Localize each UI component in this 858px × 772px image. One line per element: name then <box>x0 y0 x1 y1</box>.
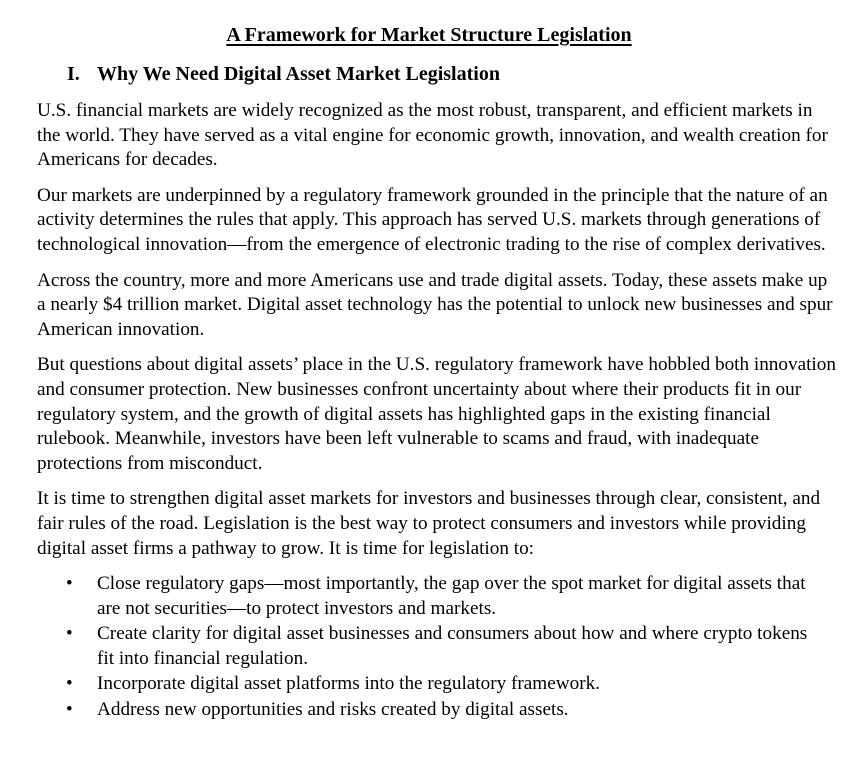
section-heading <box>67 61 500 87</box>
bullet-icon: • <box>66 573 73 595</box>
section-heading-text: Why We Need Digital Asset Market Legislation <box>97 63 500 85</box>
bullet-item <box>37 698 812 723</box>
paragraph: But questions about digital assets’ place in the U.S. regulatory framework have hobbled both innovation and consumer protection. New businesses confront uncertainty about where their products fit in our regulatory system, and the growth of digital assets has highlighted gaps in the existing financial rulebook. Meanwhile, investors have been left vulnerable to scams and fraud, with inadequate protections from misconduct. <box>37 354 836 474</box>
document-body <box>37 99 837 724</box>
bullet-icon: • <box>66 699 73 721</box>
section-number: I. <box>67 63 80 85</box>
paragraph: U.S. financial markets are widely recognized as the most robust, transparent, and efficient markets in the world. They have served as a vital engine for economic growth, innovation, and wealth creation for Americans for decades. <box>37 100 828 171</box>
paragraph: Across the country, more and more Americans use and trade digital assets. Today, these assets make up a nearly $4 trillion market. Digital asset technology has the potential to unlock new businesses and spur American innovation. <box>37 269 833 340</box>
bullet-text: Create clarity for digital asset businesses and consumers about how and where crypto tokens fit into financial regulation. <box>97 623 808 669</box>
document-title: A Framework for Market Structure Legislation <box>226 24 632 46</box>
bullet-icon: • <box>66 623 73 645</box>
bullet-item <box>37 672 812 697</box>
paragraph: It is time to strengthen digital asset markets for investors and businesses through clear, consistent, and fair rules of the road. Legislation is the best way to protect consumers and investors while providing digital asset firms a pathway to grow. It is time for legislation to: <box>37 488 821 559</box>
bullet-text: Close regulatory gaps—most importantly, the gap over the spot market for digital assets that are not securities—to protect investors and markets. <box>97 573 806 619</box>
bullet-icon: • <box>66 673 73 695</box>
bullet-list <box>37 572 837 723</box>
bullet-text: Address new opportunities and risks created by digital assets. <box>97 699 569 721</box>
bullet-item <box>37 622 812 671</box>
bullet-text: Incorporate digital asset platforms into the regulatory framework. <box>97 673 600 695</box>
paragraph: Our markets are underpinned by a regulatory framework grounded in the principle that the nature of an activity determines the rules that apply. This approach has served U.S. markets through generations of technological innovation—from the emergence of electronic trading to the rise of complex derivatives. <box>37 184 828 255</box>
bullet-item <box>37 572 812 621</box>
